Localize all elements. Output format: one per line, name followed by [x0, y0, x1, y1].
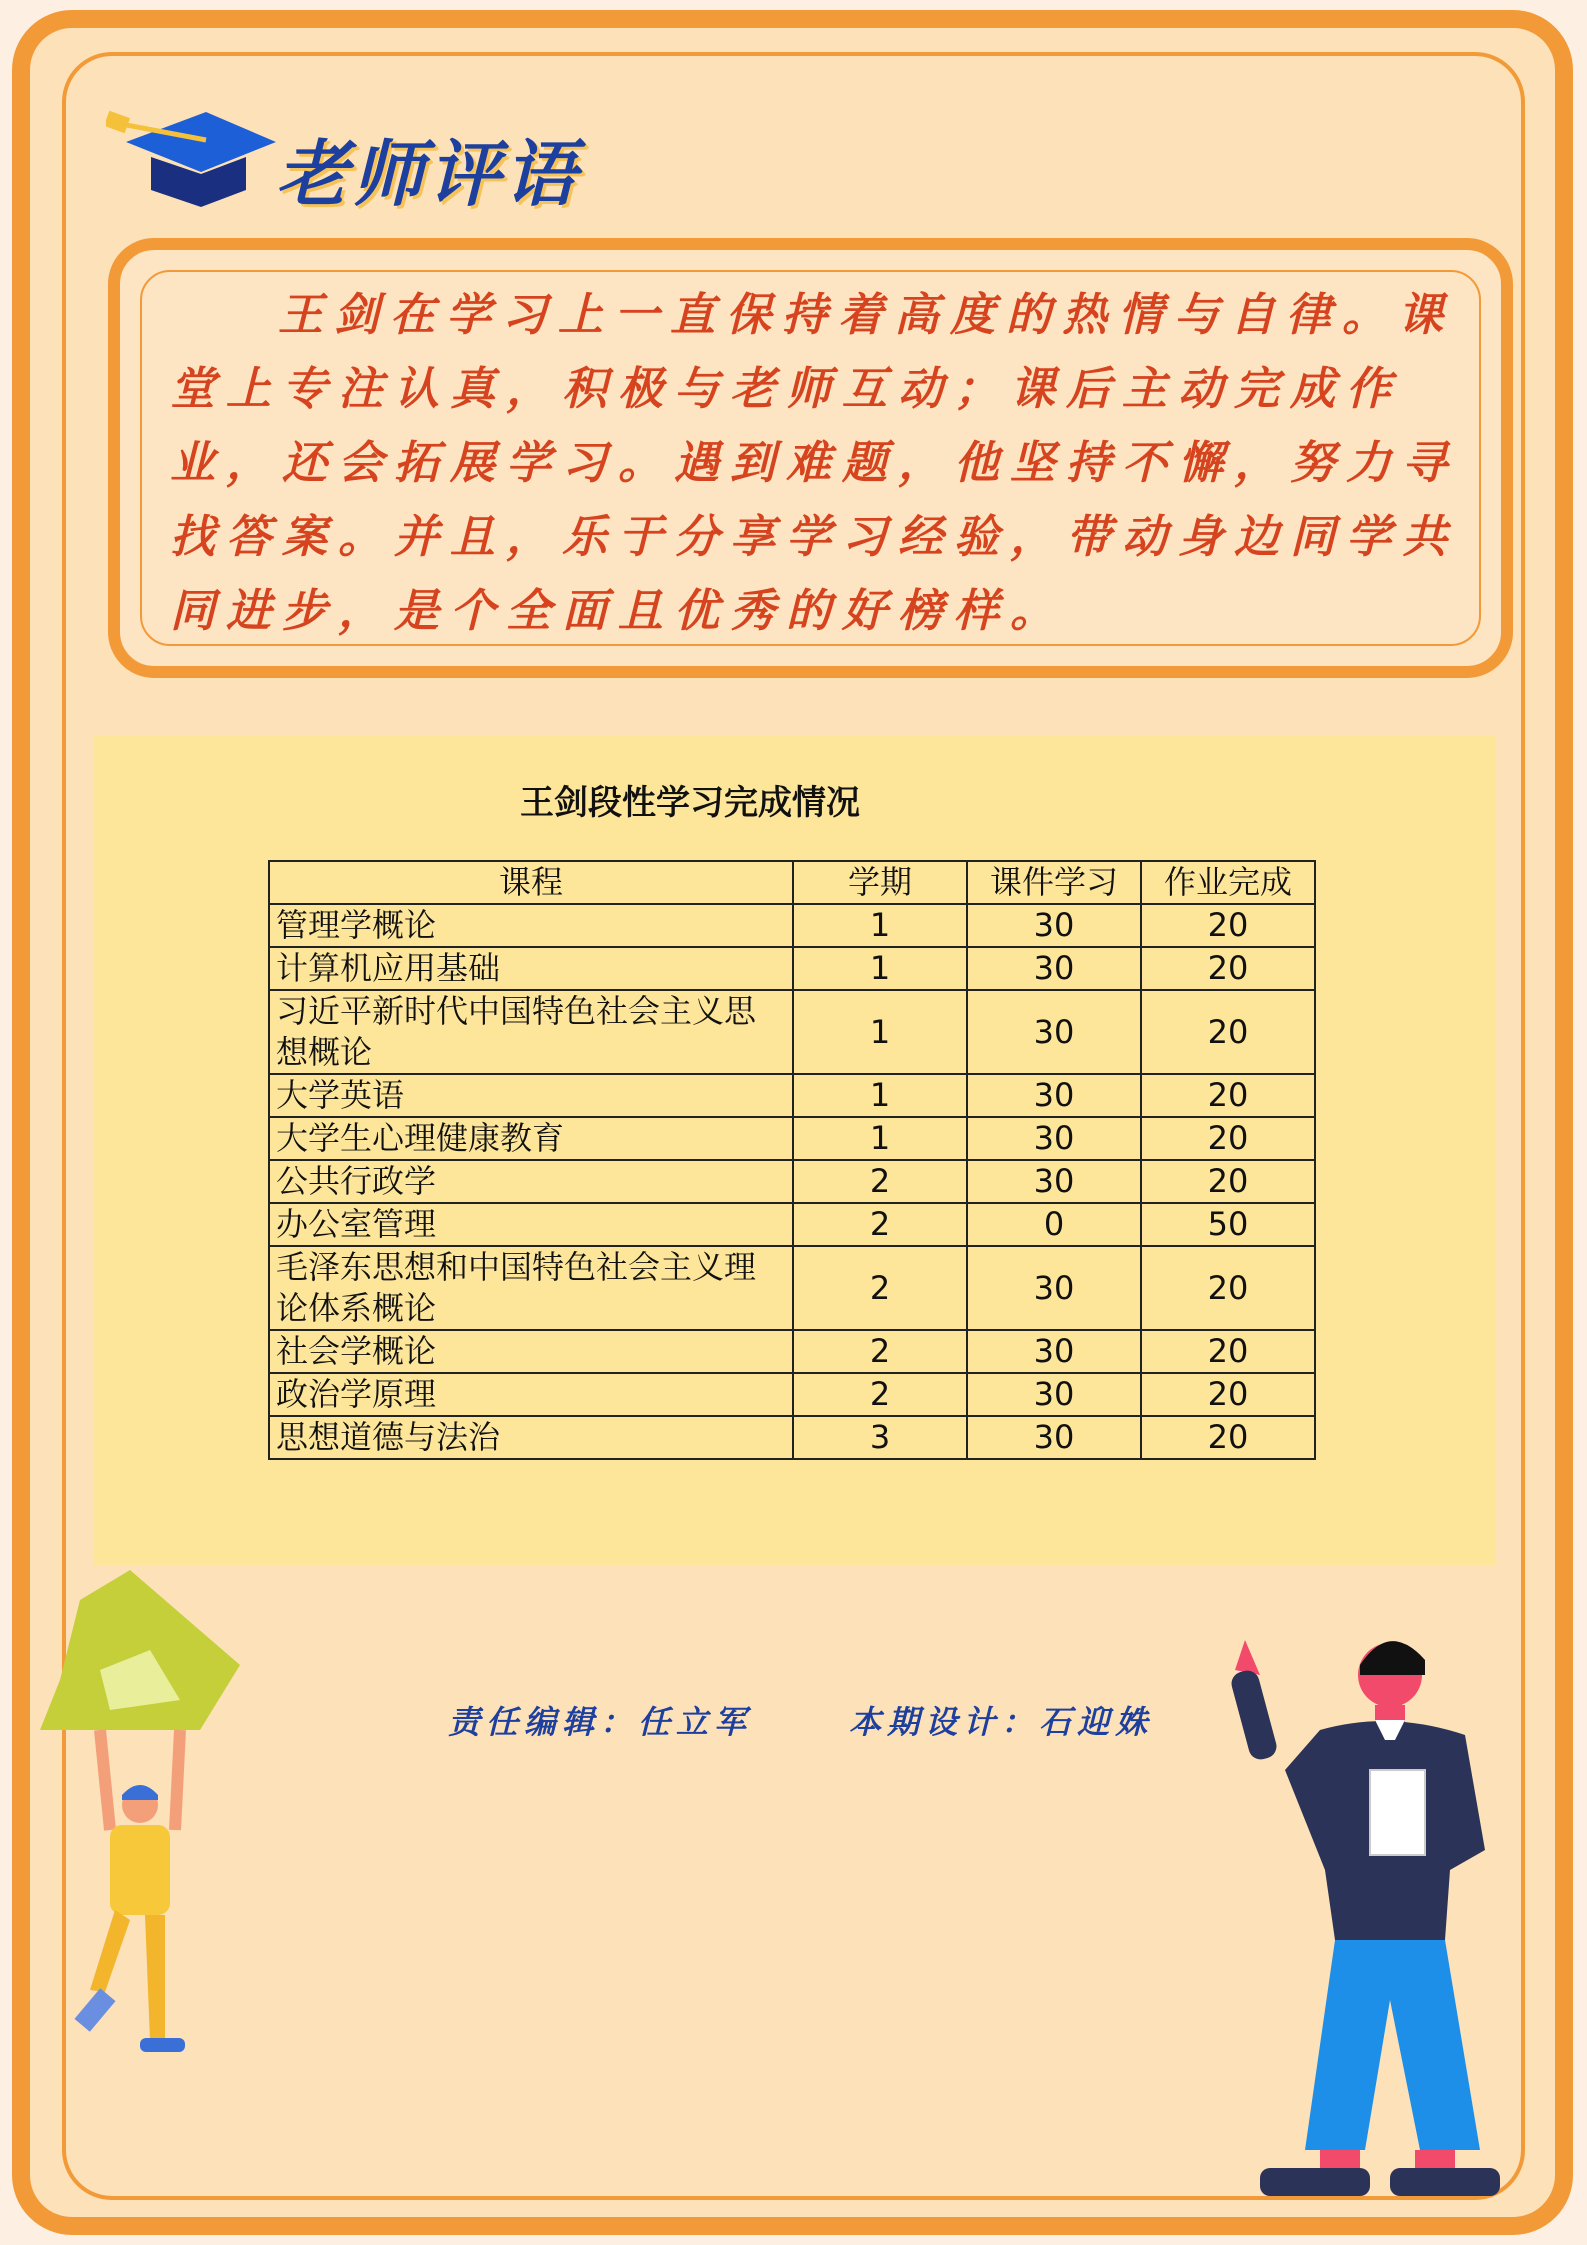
homework-cell: 20: [1141, 904, 1315, 947]
table-row: [269, 1416, 1315, 1459]
courseware-cell: 30: [967, 1373, 1141, 1416]
student-holding-number-illustration: [30, 1560, 250, 2100]
header-courseware: 课件学习: [967, 861, 1141, 904]
table-title: 王剑段性学习完成情况: [520, 783, 860, 823]
homework-cell: 20: [1141, 947, 1315, 990]
course-name-cell: 习近平新时代中国特色社会主义思想概论: [269, 990, 793, 1074]
table-row: [269, 904, 1315, 947]
course-name-cell: 计算机应用基础: [269, 947, 793, 990]
progress-table-panel: [94, 735, 1496, 1565]
term-cell: 1: [793, 947, 967, 990]
term-cell: 1: [793, 1074, 967, 1117]
courseware-cell: 30: [967, 1074, 1141, 1117]
homework-cell: 20: [1141, 1117, 1315, 1160]
editor-credit: 责任编辑：任立军: [448, 1703, 753, 1741]
header-term: 学期: [793, 861, 967, 904]
table-row: [269, 990, 1315, 1074]
homework-cell: 20: [1141, 1074, 1315, 1117]
teacher-comment-text: 王剑在学习上一直保持着高度的热情与自律。课堂上专注认真，积极与老师互动；课后主动完成作业，还会拓展学习。遇到难题，他坚持不懈，努力寻找答案。并且，乐于分享学习经验，带动身边同学共同进步，是个全面且优秀的好榜样。: [170, 288, 1459, 637]
term-cell: 1: [793, 1117, 967, 1160]
credits-line: [448, 1697, 1233, 1743]
term-cell: 2: [793, 1246, 967, 1330]
course-name-cell: 管理学概论: [269, 904, 793, 947]
table-row: [269, 947, 1315, 990]
courseware-cell: 30: [967, 904, 1141, 947]
course-name-cell: 思想道德与法治: [269, 1416, 793, 1459]
homework-cell: 20: [1141, 1160, 1315, 1203]
courseware-cell: 30: [967, 1117, 1141, 1160]
courseware-cell: 30: [967, 990, 1141, 1074]
course-name-cell: 大学生心理健康教育: [269, 1117, 793, 1160]
courseware-cell: 30: [967, 947, 1141, 990]
homework-cell: 20: [1141, 1330, 1315, 1373]
table-row: [269, 1160, 1315, 1203]
homework-cell: 20: [1141, 1246, 1315, 1330]
graduation-cap-icon: [106, 102, 276, 212]
page-header: [106, 102, 706, 216]
table-row: [269, 1373, 1315, 1416]
course-progress-table: [268, 860, 1316, 1460]
teacher-comment-box: [108, 238, 1513, 678]
course-name-cell: 政治学原理: [269, 1373, 793, 1416]
term-cell: 2: [793, 1160, 967, 1203]
table-row: [269, 1203, 1315, 1246]
courseware-cell: 0: [967, 1203, 1141, 1246]
courseware-cell: 30: [967, 1416, 1141, 1459]
term-cell: 1: [793, 990, 967, 1074]
homework-cell: 20: [1141, 1416, 1315, 1459]
courseware-cell: 30: [967, 1160, 1141, 1203]
term-cell: 2: [793, 1373, 967, 1416]
table-row: [269, 1074, 1315, 1117]
table-row: [269, 1246, 1315, 1330]
homework-cell: 20: [1141, 990, 1315, 1074]
courseware-cell: 30: [967, 1246, 1141, 1330]
homework-cell: 20: [1141, 1373, 1315, 1416]
table-row: [269, 1117, 1315, 1160]
table-header-row: [269, 861, 1315, 904]
term-cell: 3: [793, 1416, 967, 1459]
course-name-cell: 毛泽东思想和中国特色社会主义理论体系概论: [269, 1246, 793, 1330]
header-homework: 作业完成: [1141, 861, 1315, 904]
course-name-cell: 办公室管理: [269, 1203, 793, 1246]
page-title: 老师评语: [276, 131, 581, 216]
term-cell: 1: [793, 904, 967, 947]
designer-credit: 本期设计：石迎姝: [849, 1703, 1154, 1741]
term-cell: 2: [793, 1203, 967, 1246]
header-course: 课程: [269, 861, 793, 904]
term-cell: 2: [793, 1330, 967, 1373]
teacher-pointing-illustration: [1225, 1620, 1515, 2210]
homework-cell: 50: [1141, 1203, 1315, 1246]
course-name-cell: 公共行政学: [269, 1160, 793, 1203]
course-name-cell: 大学英语: [269, 1074, 793, 1117]
courseware-cell: 30: [967, 1330, 1141, 1373]
course-name-cell: 社会学概论: [269, 1330, 793, 1373]
table-row: [269, 1330, 1315, 1373]
